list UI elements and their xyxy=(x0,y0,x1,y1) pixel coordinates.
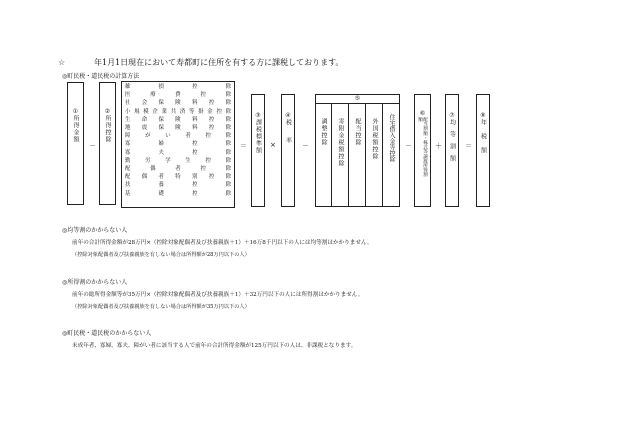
box-taxable-base-text xyxy=(251,112,265,154)
box-income-label: 所得金額 xyxy=(72,115,79,143)
box-per-capita-text xyxy=(445,112,459,167)
box-deduction-num: ② xyxy=(104,108,111,115)
headline-text: 年1月1日現在において寿都町に住所を有する方に課税しております。 xyxy=(94,58,344,67)
section-line-exempt: 未成年者、寡婦、寡夫、障がい者に該当する人で前年の合計所得金額が125万円以下の人は、非課税となります。 xyxy=(72,343,357,349)
deduction-item: 配偶者特別控除 xyxy=(125,174,231,181)
section-title-exempt: ◎町民税・道民税のかからない人 xyxy=(62,330,152,337)
box-dividend-num: ⑥ xyxy=(419,110,426,117)
deduction-item: 医療費控除 xyxy=(125,92,231,99)
deduction-item: 寡夫控除 xyxy=(125,149,231,156)
deduction-item: 生命保険料控除 xyxy=(125,116,231,123)
star-icon: ☆ xyxy=(58,58,66,67)
op-equals-2: ＝ xyxy=(465,142,472,150)
box-rate-label: 税率 xyxy=(284,119,292,155)
box-annual-num: ⑧ xyxy=(480,112,486,119)
box-income-amount-text xyxy=(67,108,84,143)
deduction-item: 社会保険料控除 xyxy=(125,100,231,107)
deduction-item: 寡婦控除 xyxy=(125,141,231,148)
box-taxable-label: 課税標準額 xyxy=(254,119,262,154)
credit-col xyxy=(349,104,366,207)
op-minus-2: － xyxy=(302,142,309,150)
box-dividend-label: 配当割額・株式等譲渡所得割額 xyxy=(417,117,428,177)
credit-col xyxy=(366,104,383,207)
section-note-per-capita: （控除対象配偶者及び扶養親族を有しない場合は所得額が28万円以下の人） xyxy=(72,252,250,258)
deduction-item: 障がい者控除 xyxy=(125,133,231,140)
op-equals-1: ＝ xyxy=(240,142,247,150)
box-percap-label: 均等割額 xyxy=(448,119,456,167)
op-minus-1: － xyxy=(89,142,96,150)
section-line-income-levy: 前年の総所得金額等が35万円×（控除対象配偶者及び扶養親族＋1）＋32万円以下の人には所得割はかかりません。 xyxy=(72,292,364,298)
deduction-item: 小規模企業共済等掛金控除 xyxy=(125,108,231,115)
box-credits-num: ⑤ xyxy=(315,94,400,104)
box-income-deduction xyxy=(99,82,116,205)
op-plus: ＋ xyxy=(435,142,442,150)
box-income-deduction-text xyxy=(99,108,116,143)
box-annual-tax-text xyxy=(476,112,490,161)
deduction-item: 扶養控除 xyxy=(125,182,231,189)
section-title-per-capita: ◎均等割のかからない人 xyxy=(62,227,128,234)
calc-method-title: ◎町民税・道民税の計算方法 xyxy=(62,73,140,80)
credit-label: 配当控除 xyxy=(354,118,361,146)
deduction-item: 基礎控除 xyxy=(125,190,231,197)
credit-col xyxy=(383,104,400,207)
box-income-amount xyxy=(67,82,84,205)
headline xyxy=(58,57,344,68)
credit-label: 寄附金税額控除 xyxy=(337,118,344,167)
box-dividend-text xyxy=(414,110,431,179)
deduction-item: 雑損控除 xyxy=(125,84,231,90)
box-percap-num: ⑦ xyxy=(449,112,455,119)
box-annual-label: 年税額 xyxy=(479,119,487,161)
credit-label: 住宅借入金等控除 xyxy=(388,114,395,162)
deduction-item: 地震保険料控除 xyxy=(125,125,231,132)
deduction-list xyxy=(121,81,235,208)
deduction-item: 配偶者控除 xyxy=(125,166,231,173)
credit-col xyxy=(315,104,332,207)
box-deduction-label: 所得控除 xyxy=(104,115,111,143)
box-tax-rate-text xyxy=(281,112,295,155)
deduction-item: 勤労学生控除 xyxy=(125,157,231,164)
section-title-income-levy: ◎所得割のかからない人 xyxy=(62,279,128,286)
op-minus-3: － xyxy=(405,142,412,150)
section-line-per-capita: 前年の合計所得金額が28万円×（控除対象配偶者及び扶養親族＋1）＋16万8千円以下の人には均等割はかかりません。 xyxy=(72,240,373,246)
box-taxable-num: ③ xyxy=(255,112,261,119)
credit-label: 外国税額控除 xyxy=(371,118,378,160)
box-rate-num: ④ xyxy=(285,112,291,119)
box-income-num: ① xyxy=(72,108,79,115)
op-times: × xyxy=(270,141,276,149)
credit-col xyxy=(332,104,349,207)
credit-label: 調整控除 xyxy=(320,118,327,146)
section-note-income-levy: （控除対象配偶者及び扶養親族を有しない場合は所得額が35万円以下の人） xyxy=(72,304,250,310)
